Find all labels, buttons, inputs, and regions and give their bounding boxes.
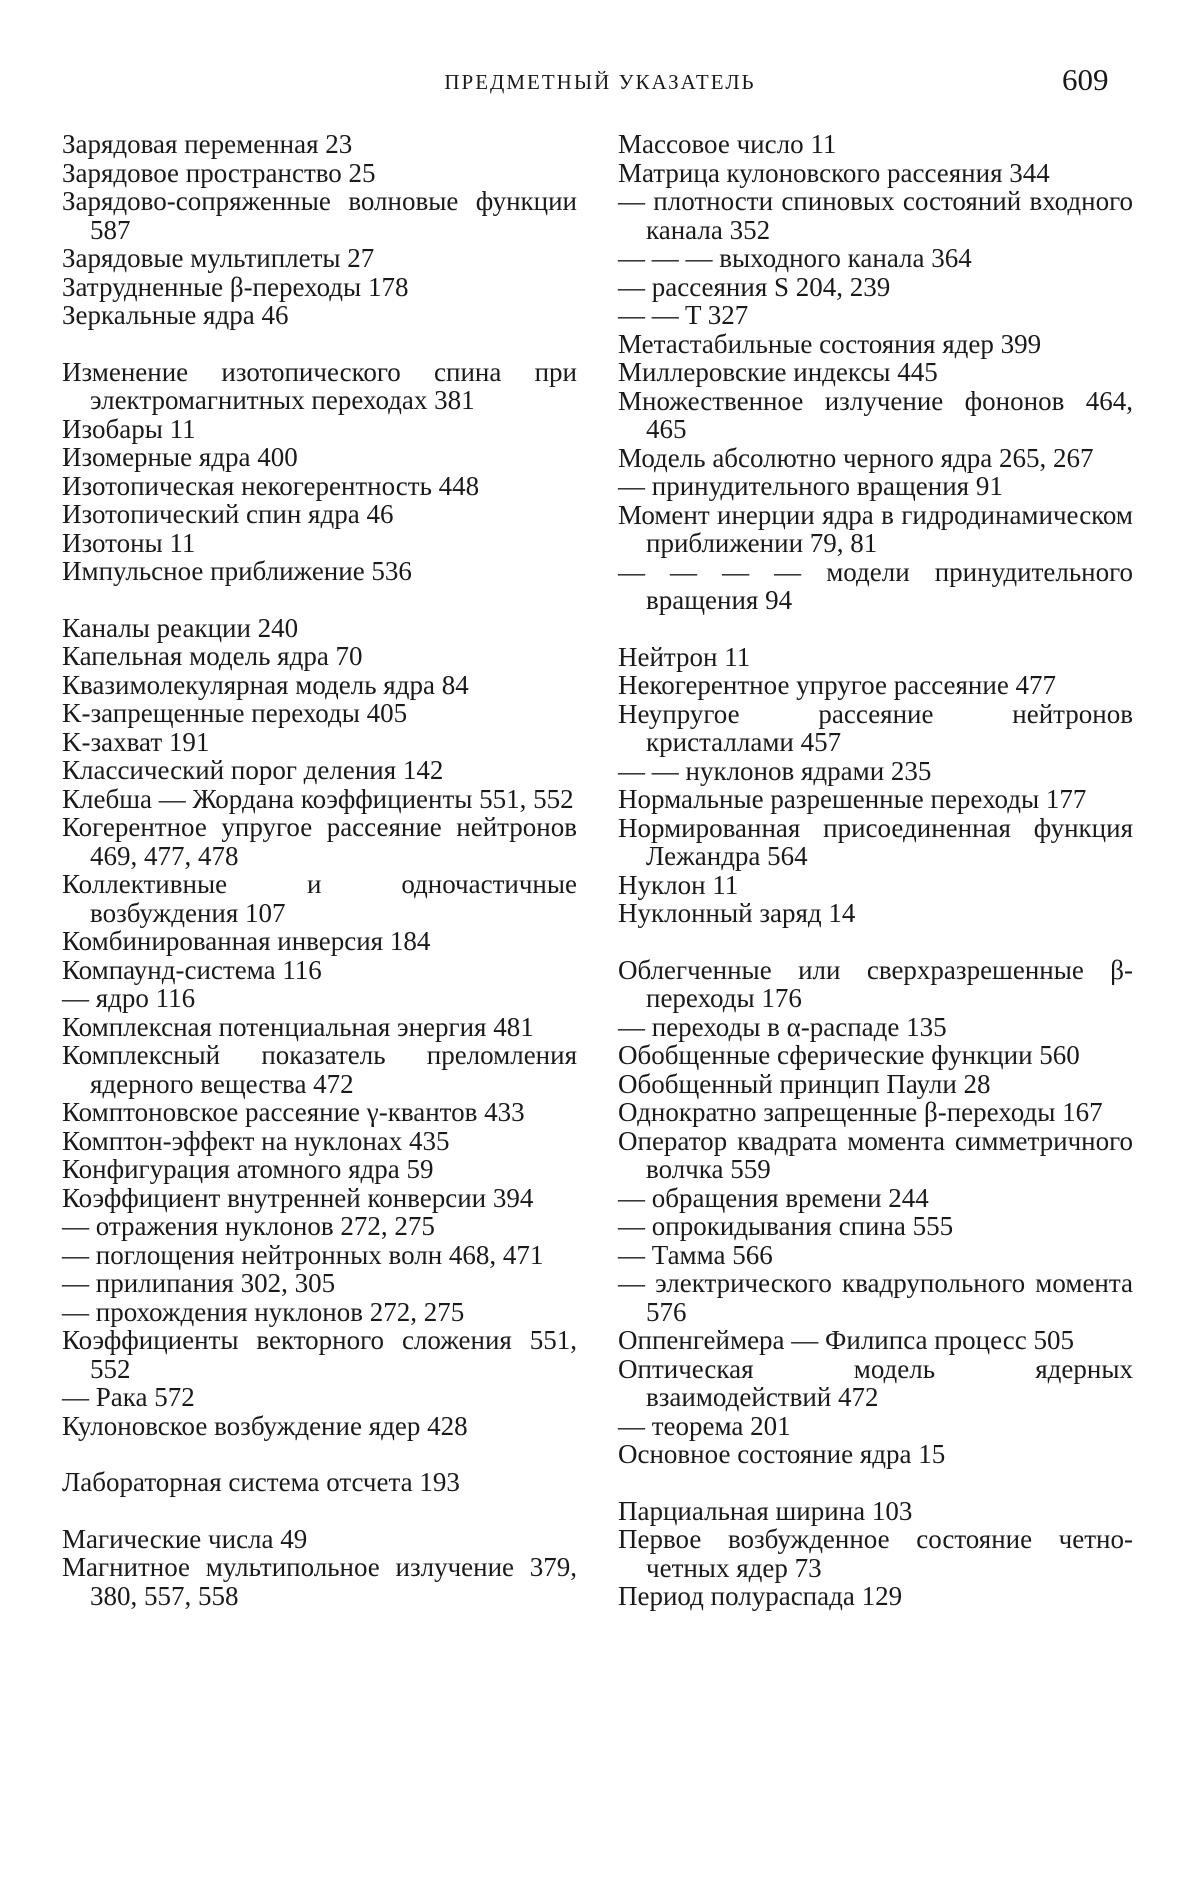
- index-entry: K-запрещенные переходы 405: [62, 698, 408, 728]
- index-entry: Первое возбужденное состояние четно-четных ядер 73: [618, 1524, 1133, 1583]
- index-letter-group: [618, 1497, 1133, 1611]
- index-entry: — — нуклонов ядрами 235: [618, 755, 932, 786]
- index-letter-group: [62, 1525, 577, 1611]
- index-letter-group: [62, 1468, 577, 1497]
- index-entry: Зарядовое пространство 25: [62, 157, 376, 188]
- index-entry: Квазимолекулярная модель ядра 84: [62, 669, 469, 700]
- index-entry: — рассеяния S 204, 239: [618, 271, 891, 302]
- index-entry: K-захват 191: [62, 726, 210, 757]
- index-entry: Зарядово-сопряженные волновые функции 587: [62, 186, 577, 245]
- index-letter-group: [62, 358, 577, 586]
- index-entry: Однократно запрещенные β-переходы 167: [618, 1097, 1103, 1127]
- index-entry: — обращения времени 244: [618, 1182, 929, 1213]
- index-entry: Когерентное упругое рассеяние нейтронов 469, 477, 478: [62, 812, 577, 871]
- index-entry: Комбинированная инверсия 184: [62, 926, 431, 956]
- index-entry: Магнитное мультипольное излучение 379, 380, 557, 558: [62, 1552, 577, 1611]
- index-entry: Зарядовые мультиплеты 27: [62, 243, 375, 273]
- index-entry: Нормированная присоединенная функция Лежандра 564: [618, 812, 1133, 871]
- index-entry: — переходы в α-распаде 135: [618, 1011, 947, 1042]
- index-entry: — опрокидывания спина 555: [618, 1211, 954, 1241]
- index-entry: Нуклон 11: [618, 869, 739, 900]
- index-entry: Кулоновское возбуждение ядер 428: [62, 1410, 468, 1441]
- index-letter-group: [62, 130, 577, 330]
- index-entry: Нуклонный заряд 14: [618, 898, 856, 928]
- index-entry: — Тамма 566: [618, 1239, 773, 1270]
- index-entry: Изотоны 11: [62, 527, 196, 558]
- running-title: ПРЕДМЕТНЫЙ УКАЗАТЕЛЬ: [444, 70, 756, 94]
- index-entry: — — — выходного канала 364: [618, 243, 972, 273]
- index-entry: Множественное излучение фононов 464, 465: [618, 385, 1133, 444]
- page-number: 609: [1062, 62, 1109, 97]
- index-entry: Изотопическая некогерентность 448: [62, 470, 480, 501]
- page-header: [0, 62, 1200, 110]
- index-entry: — принудительного вращения 91: [618, 471, 1003, 501]
- index-letter-group: [618, 956, 1133, 1469]
- index-entry: Матрица кулоновского рассеяния 344: [618, 157, 1050, 188]
- index-entry: Период полураспада 129: [618, 1581, 903, 1611]
- index-entry: Конфигурация атомного ядра 59: [62, 1154, 434, 1184]
- index-entry: Обобщенный принцип Паули 28: [618, 1068, 991, 1099]
- index-entry: Коллективные и одночастичные возбуждения 107: [62, 869, 577, 928]
- index-entry: — отражения нуклонов 272, 275: [62, 1211, 435, 1241]
- index-column-right: [618, 130, 1133, 1639]
- index-entry: Оптическая модель ядерных взаимодействий 472: [618, 1353, 1133, 1412]
- index-entry: Изомерные ядра 400: [62, 442, 298, 472]
- index-entry: — — T 327: [618, 300, 749, 330]
- index-entry: Массовое число 11: [618, 129, 837, 159]
- index-entry: Магические числа 49: [62, 1523, 308, 1554]
- index-entry: Модель абсолютно черного ядра 265, 267: [618, 442, 1094, 473]
- index-entry: Миллеровские индексы 445: [618, 357, 938, 387]
- index-letter-group: [618, 130, 1133, 615]
- index-entry: Неупругое рассеяние нейтронов кристаллами 457: [618, 698, 1133, 757]
- index-entry: Парциальная ширина 103: [618, 1495, 913, 1526]
- index-column-left: [62, 130, 577, 1638]
- index-entry: Лабораторная система отсчета 193: [62, 1467, 460, 1497]
- index-entry: — Рака 572: [62, 1382, 195, 1412]
- index-entry: Зеркальные ядра 46: [62, 300, 289, 330]
- index-entry: Оппенгеймера — Филипса процесс 505: [618, 1325, 1075, 1355]
- index-entry: Комплексный показатель преломления ядерного вещества 472: [62, 1040, 577, 1099]
- index-entry: Клебша — Жордана коэффициенты 551, 552: [62, 783, 574, 814]
- index-entry: Классический порог деления 142: [62, 755, 444, 785]
- index-entry: Оператор квадрата момента симметричного волчка 559: [618, 1125, 1133, 1184]
- index-entry: — плотности спиновых состояний входного канала 352: [618, 186, 1133, 245]
- index-entry: Метастабильные состояния ядер 399: [618, 328, 1042, 359]
- index-entry: Каналы реакции 240: [62, 612, 299, 643]
- index-entry: Зарядовая переменная 23: [62, 129, 353, 159]
- index-entry: — электрического квадрупольного момента 576: [618, 1268, 1133, 1327]
- index-entry: Капельная модель ядра 70: [62, 641, 363, 671]
- index-entry: Комплексная потенциальная энергия 481: [62, 1011, 534, 1042]
- index-entry: Коэффициент внутренней конверсии 394: [62, 1182, 534, 1213]
- index-entry: Компаунд-система 116: [62, 954, 322, 985]
- index-entry: Изобары 11: [62, 413, 196, 444]
- index-entry: Облегченные или сверхразрешенные β-переходы 176: [618, 954, 1133, 1013]
- index-entry: Коэффициенты векторного сложения 551, 552: [62, 1325, 577, 1384]
- index-entry: Комптоновское рассеяние γ-квантов 433: [62, 1097, 525, 1127]
- index-entry: Изменение изотопического спина при электромагнитных переходах 381: [62, 356, 577, 415]
- index-letter-group: [62, 614, 577, 1441]
- index-entry: Нейтрон 11: [618, 641, 751, 672]
- index-entry: Комптон-эффект на нуклонах 435: [62, 1125, 450, 1156]
- index-entry: — — — — модели принудительного вращения 94: [618, 556, 1133, 615]
- index-entry: Изотопический спин ядра 46: [62, 499, 394, 529]
- index-entry: Некогерентное упругое рассеяние 477: [618, 670, 1057, 700]
- index-entry: — прохождения нуклонов 272, 275: [62, 1296, 465, 1327]
- index-entry: Затрудненные β-переходы 178: [62, 271, 409, 302]
- index-entry: Основное состояние ядра 15: [618, 1439, 946, 1469]
- index-entry: Нормальные разрешенные переходы 177: [618, 784, 1087, 814]
- index-entry: — прилипания 302, 305: [62, 1268, 336, 1298]
- index-entry: Момент инерции ядра в гидродинамическом приближении 79, 81: [618, 499, 1133, 558]
- index-letter-group: [618, 643, 1133, 928]
- index-entry: Импульсное приближение 536: [62, 556, 412, 586]
- index-entry: — поглощения нейтронных волн 468, 471: [62, 1239, 544, 1270]
- index-entry: — ядро 116: [62, 983, 196, 1013]
- index-entry: — теорема 201: [618, 1410, 791, 1441]
- index-entry: Обобщенные сферические функции 560: [618, 1040, 1080, 1070]
